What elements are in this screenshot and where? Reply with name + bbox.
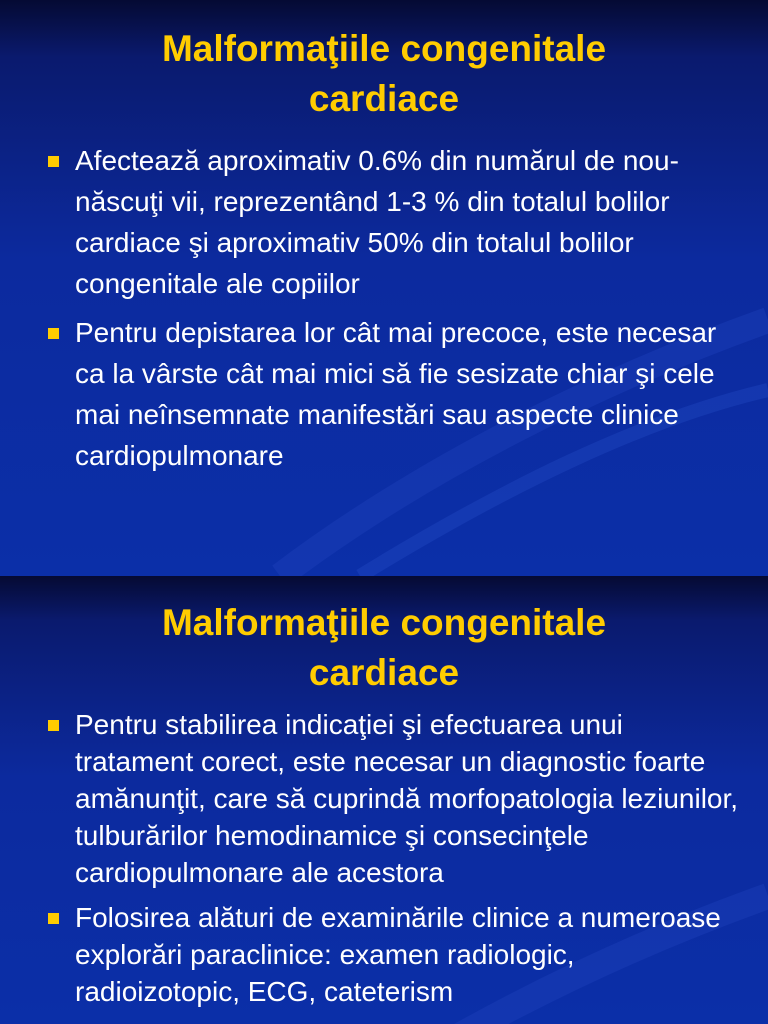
slide-title xyxy=(0,24,768,124)
slide-title-line-1: Malformaţiile congenitale xyxy=(161,602,607,643)
bullet-item xyxy=(44,899,744,1010)
slide-title-line-2: cardiace xyxy=(308,652,460,693)
bullet-text: Pentru stabilirea indicaţiei şi efectuarea unui tratament corect, este necesar un diagnostic foarte amănunţit, care să cuprindă morfopatologia leziunilor, tulburărilor hemodinamice şi consecinţele cardiopulmonare ale acestora xyxy=(75,709,739,888)
bullet-text: Folosirea alături de examinările clinice a numeroase explorări paraclinice: examen radiologic, radioizotopic, ECG, cateterism xyxy=(75,902,721,1007)
bullet-list xyxy=(44,706,744,1018)
slide-title xyxy=(0,598,768,698)
bullet-item xyxy=(44,706,744,891)
bullet-item xyxy=(44,140,744,304)
bullet-square-icon xyxy=(48,720,59,731)
bullet-text: Afectează aproximativ 0.6% din numărul de nou-născuţi vii, reprezentând 1-3 % din totalul bolilor cardiace şi aproximativ 50% din totalul bolilor congenitale ale copiilor xyxy=(75,145,679,299)
slide-title-line-1: Malformaţiile congenitale xyxy=(161,28,607,69)
slide-2 xyxy=(0,576,768,1024)
bullet-item xyxy=(44,312,744,476)
slide-title-line-2: cardiace xyxy=(308,78,460,119)
bullet-square-icon xyxy=(48,913,59,924)
bullet-text: Pentru depistarea lor cât mai precoce, este necesar ca la vârste cât mai mici să fie sesizate chiar şi cele mai neînsemnate manifestări sau aspecte clinice cardiopulmonare xyxy=(75,317,717,471)
bullet-square-icon xyxy=(48,156,59,167)
bullet-list xyxy=(44,140,744,484)
bullet-square-icon xyxy=(48,328,59,339)
